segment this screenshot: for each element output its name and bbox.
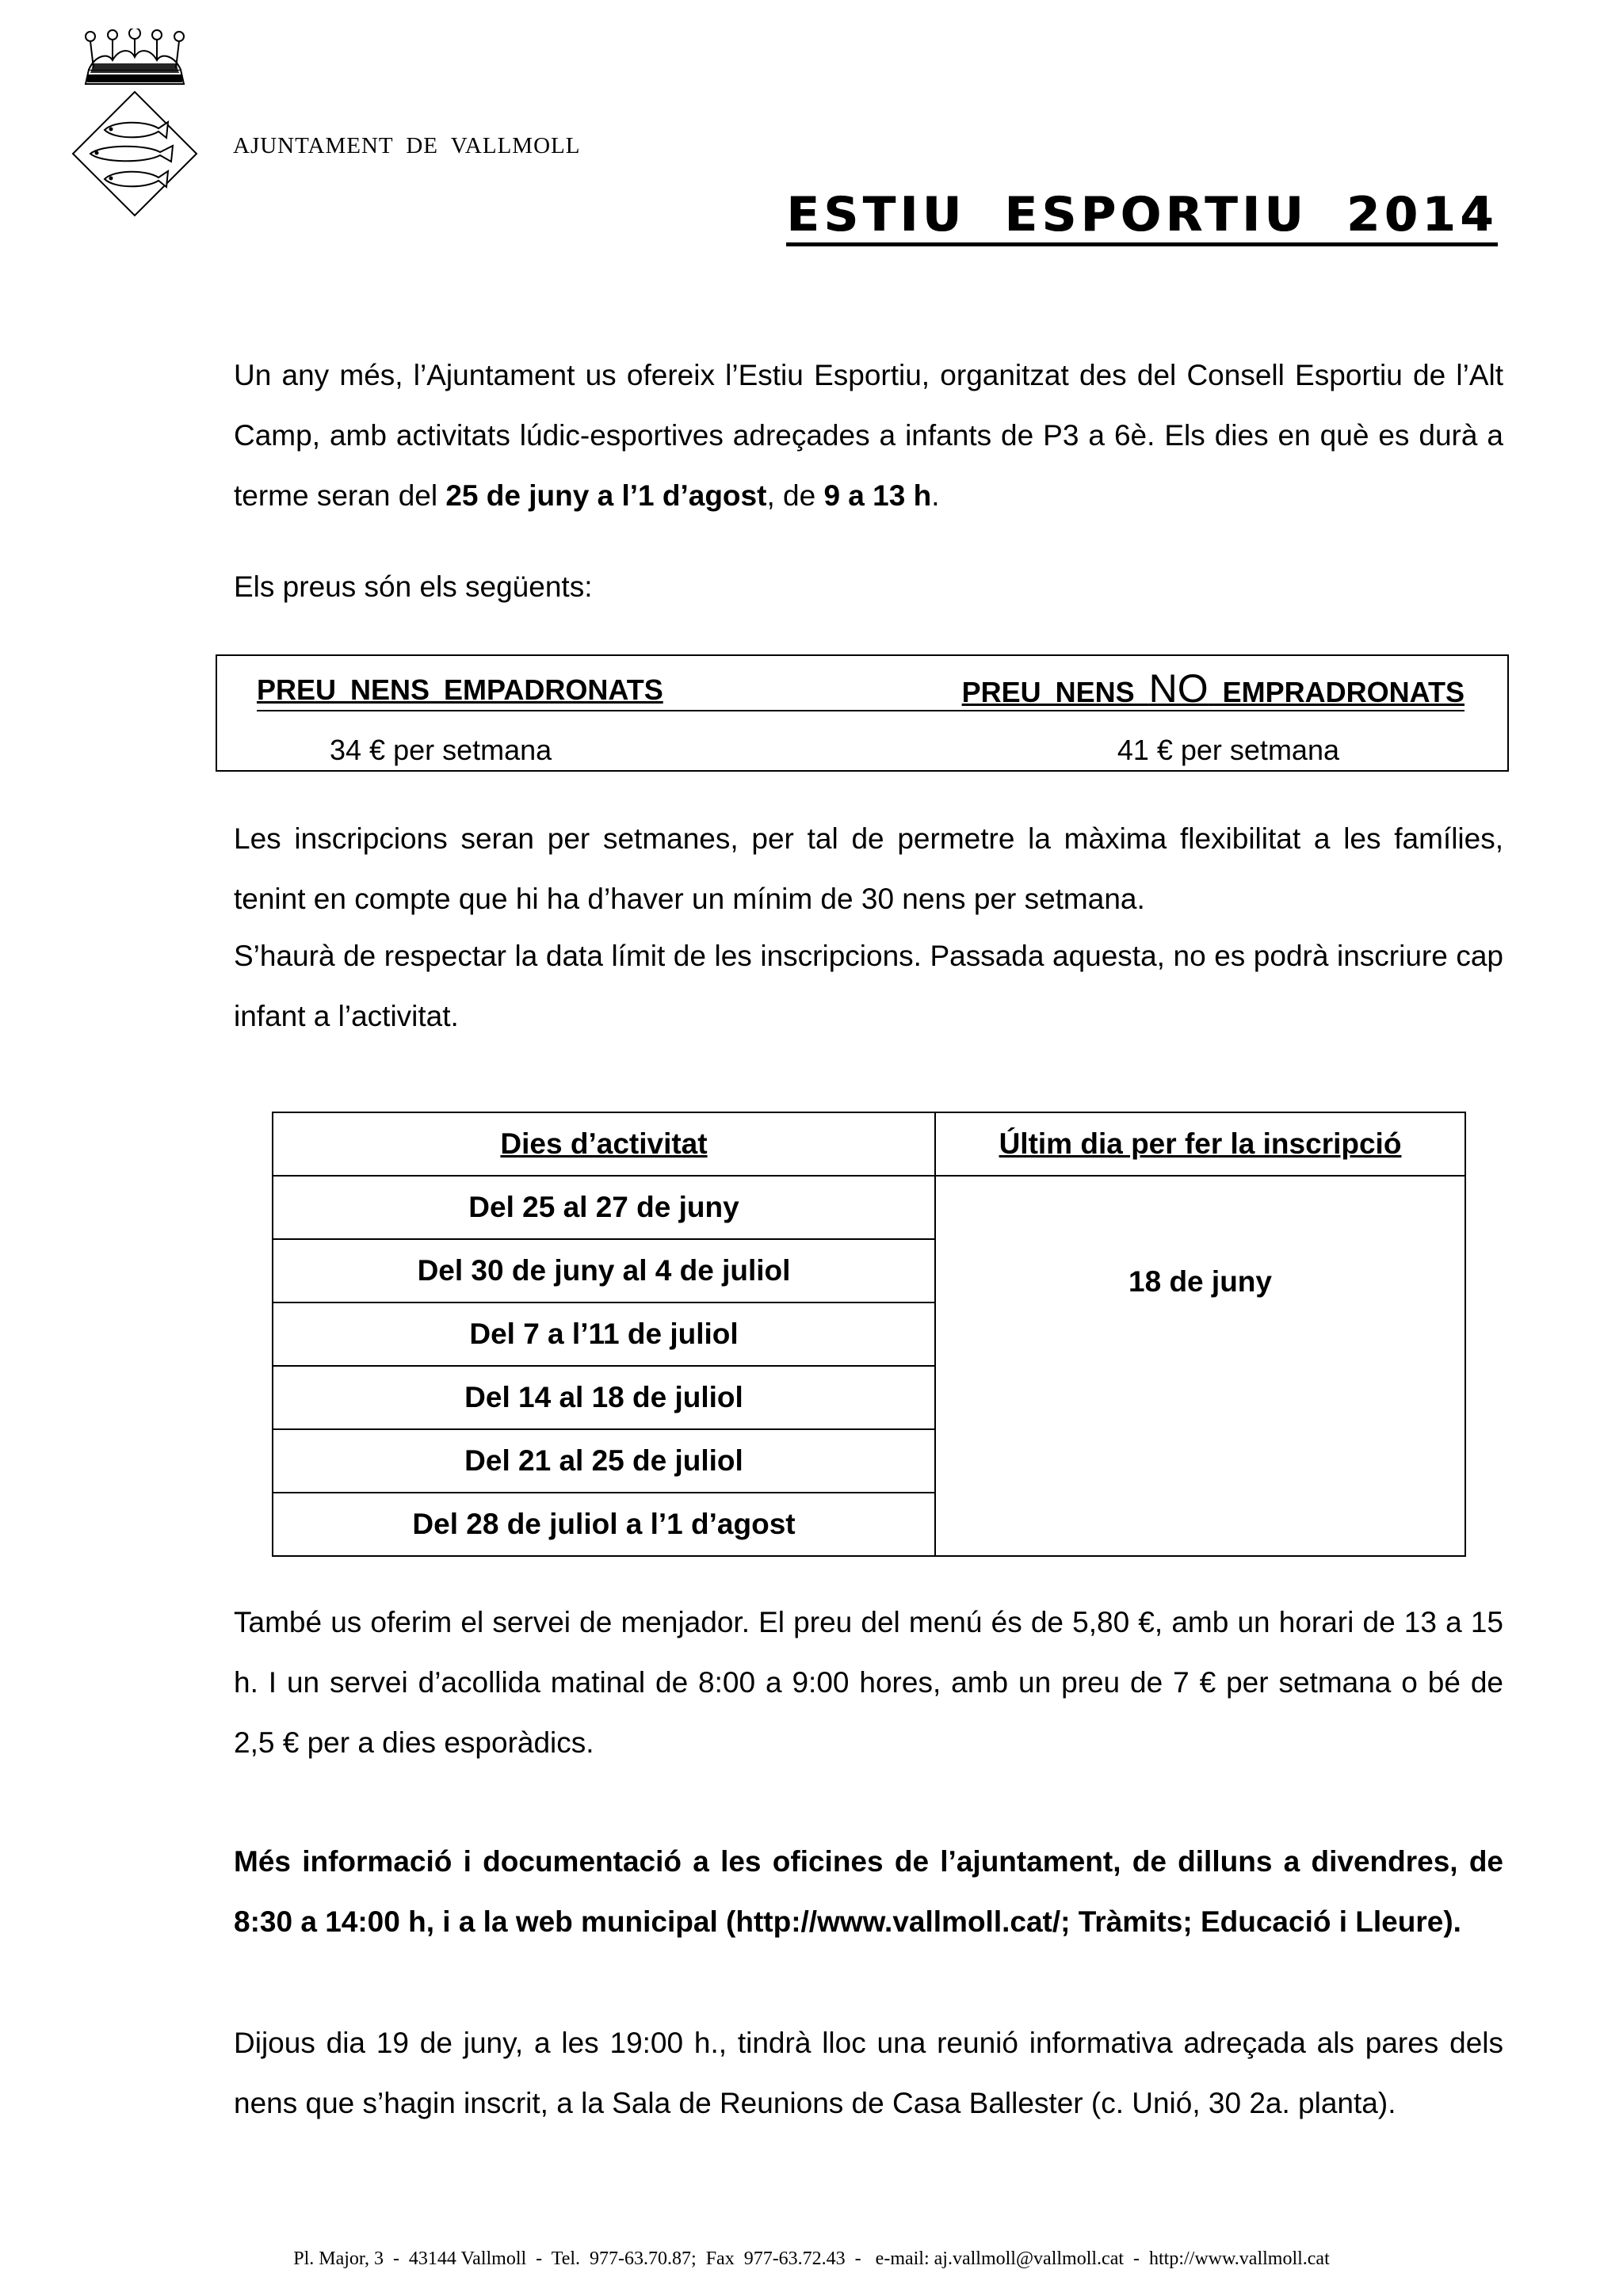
- table-header-row: [273, 1112, 1465, 1176]
- nonresident-label-pre: PREU NENS: [961, 676, 1149, 708]
- intro-text-2: , de: [766, 479, 824, 512]
- resident-price-label: PREU NENS EMPADRONATS: [257, 673, 663, 706]
- week-cell: Del 30 de juny al 4 de juliol: [273, 1239, 935, 1302]
- registration-paragraph: [234, 809, 1503, 1047]
- footer-contact: Pl. Major, 3 - 43144 Vallmoll - Tel. 977-63.70.87; Fax 977-63.72.43 - e-mail: aj.vallmoll@vallmoll.cat - http://www.vallmoll.cat: [293, 2248, 1330, 2269]
- nonresident-label-post: EMPRADRONATS: [1208, 676, 1465, 708]
- schedule-table: [272, 1112, 1466, 1557]
- price-box: [216, 654, 1509, 772]
- week-cell: Del 25 al 27 de juny: [273, 1176, 935, 1239]
- deadline-cell: 18 de juny: [935, 1176, 1465, 1556]
- more-info-paragraph: Més informació i documentació a les oficines de l’ajuntament, de dilluns a divendres, de 8:30 a 14:00 h, i a la web municipal (http://www.vallmoll.cat/; Tràmits; Educació i Lleure).: [234, 1845, 1503, 1938]
- services-paragraph: També us oferim el servei de menjador. El preu del menú és de 5,80 €, amb un horari de 13 a 15 h. I un servei d’acollida matinal de 8:00 a 9:00 hores, amb un preu de 7 € per setmana o bé de 2,5 € per a dies esporàdics.: [234, 1606, 1503, 1759]
- intro-text-1: Un any més, l’Ajuntament us ofereix l’Estiu Esportiu, organitzat des del Consell Esportiu de l’Alt Camp, amb activitats lúdic-esportives adreçades a infants de P3 a 6è. Els dies en què es durà a terme seran del: [234, 359, 1503, 512]
- organization-name: AJUNTAMENT DE VALLMOLL: [233, 133, 581, 158]
- document-title: ESTIU ESPORTIU 2014: [786, 189, 1498, 246]
- intro-text-3: .: [931, 479, 940, 512]
- week-cell: Del 28 de juliol a l’1 d’agost: [273, 1493, 935, 1556]
- municipal-crest-icon: [63, 29, 206, 219]
- nonresident-price-value: 41 € per setmana: [1117, 734, 1339, 766]
- nonresident-price-label: [962, 666, 1465, 711]
- week-cell: Del 21 al 25 de juliol: [273, 1429, 935, 1493]
- registration-text-2: S’haurà de respectar la data límit de les inscripcions. Passada aquesta, no es podrà inscriure cap infant a l’activitat.: [234, 940, 1503, 1032]
- week-cell: Del 7 a l’11 de juliol: [273, 1302, 935, 1366]
- registration-text-1: Les inscripcions seran per setmanes, per tal de permetre la màxima flexibilitat a les famílies, tenint en compte que hi ha d’haver un mínim de 30 nens per setmana.: [234, 822, 1503, 915]
- nonresident-label-no: NO: [1148, 666, 1209, 711]
- meeting-paragraph: Dijous dia 19 de juny, a les 19:00 h., tindrà lloc una reunió informativa adreçada als pares dels nens que s’hagin inscrit, a la Sala de Reunions de Casa Ballester (c. Unió, 30 2a. planta).: [234, 2027, 1503, 2119]
- activity-dates: 25 de juny a l’1 d’agost: [445, 479, 767, 512]
- week-cell: Del 14 al 18 de juliol: [273, 1366, 935, 1429]
- intro-paragraph: [234, 345, 1503, 526]
- table-header-deadline: Últim dia per fer la inscripció: [935, 1112, 1465, 1176]
- activity-hours: 9 a 13 h: [823, 479, 932, 512]
- prices-intro: Els preus són els següents:: [234, 570, 593, 603]
- table-row: [273, 1176, 1465, 1239]
- resident-price-value: 34 € per setmana: [330, 734, 552, 766]
- table-header-dates: Dies d’activitat: [273, 1112, 935, 1176]
